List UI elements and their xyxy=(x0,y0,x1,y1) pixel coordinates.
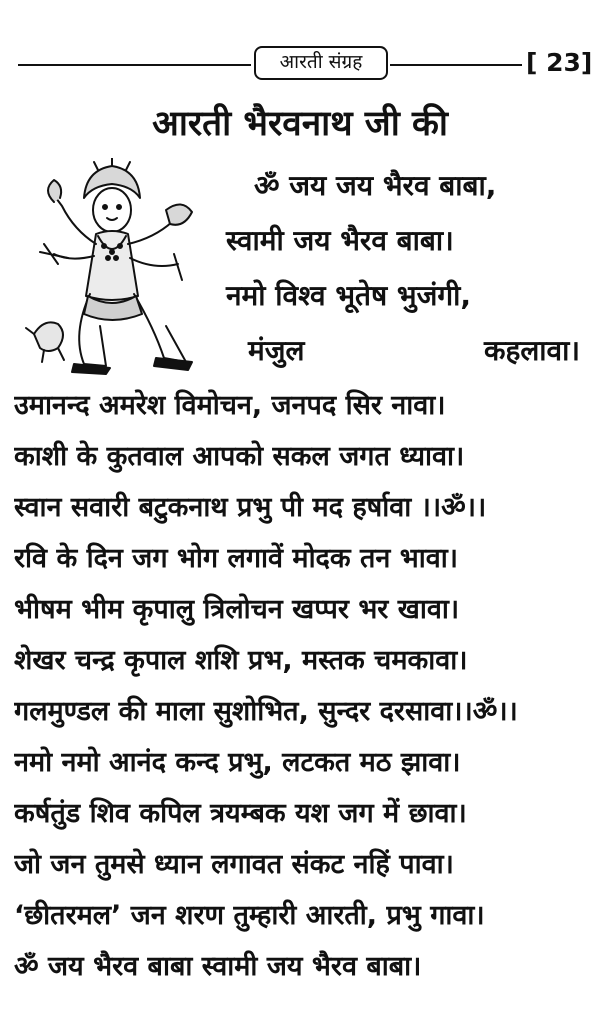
verse-line: काशी के कुतवाल आपको सकल जगत ध्यावा। xyxy=(14,441,465,472)
opening-line: ॐ जय जय भैरव बाबा, xyxy=(254,169,497,202)
running-header xyxy=(18,44,593,84)
verse-line: कर्षतुंड शिव कपिल त्रयम्बक यश जग में छावा। xyxy=(14,798,467,829)
verse-line: स्वान सवारी बटुकनाथ प्रभु पी मद हर्षावा ।।ॐ।। xyxy=(14,492,487,523)
verse-line: ‘छीतरमल’ जन शरण तुम्हारी आरती, प्रभु गावा। xyxy=(14,900,485,931)
verse-line: नमो नमो आनंद कन्द प्रभु, लटकत मठ झावा। xyxy=(14,747,461,778)
verse-line: गलमुण्डल की माला सुशोभित, सुन्दर दरसावा।।ॐ।। xyxy=(14,696,518,727)
verse-line: शेखर चन्द्र कृपाल शशि प्रभ, मस्तक चमकावा। xyxy=(14,645,468,676)
verse-line: रवि के दिन जग भोग लगावें मोदक तन भावा। xyxy=(14,543,459,574)
verse-body xyxy=(14,380,586,992)
verse-line: भीषम भीम कृपालु त्रिलोचन खप्पर भर खावा। xyxy=(14,594,460,625)
opening-line: नमो विश्व भूतेष भुजंगी, xyxy=(226,279,472,312)
bhairav-deity-illustration-icon xyxy=(14,158,210,380)
header-rule-left xyxy=(18,64,251,66)
verse-line: ॐ जय भैरव बाबा स्वामी जय भैरव बाबा। xyxy=(14,951,422,982)
header-rule-right xyxy=(390,64,522,66)
opening-line-part: कहलावा। xyxy=(483,334,580,367)
aarti-title: आरती भैरवनाथ जी की xyxy=(152,104,448,144)
book-title-badge: आरती संग्रह xyxy=(254,46,388,80)
verse-line: उमानन्द अमरेश विमोचन, जनपद सिर नावा। xyxy=(14,390,446,421)
opening-line: स्वामी जय भैरव बाबा। xyxy=(226,224,454,257)
verse-line: जो जन तुमसे ध्यान लगावत संकट नहिं पावा। xyxy=(14,849,454,880)
opening-line-part: मंजुल xyxy=(248,334,305,367)
opening-verse xyxy=(226,158,588,378)
opening-line-split xyxy=(226,323,588,378)
page-number: [ 23] xyxy=(526,48,593,77)
